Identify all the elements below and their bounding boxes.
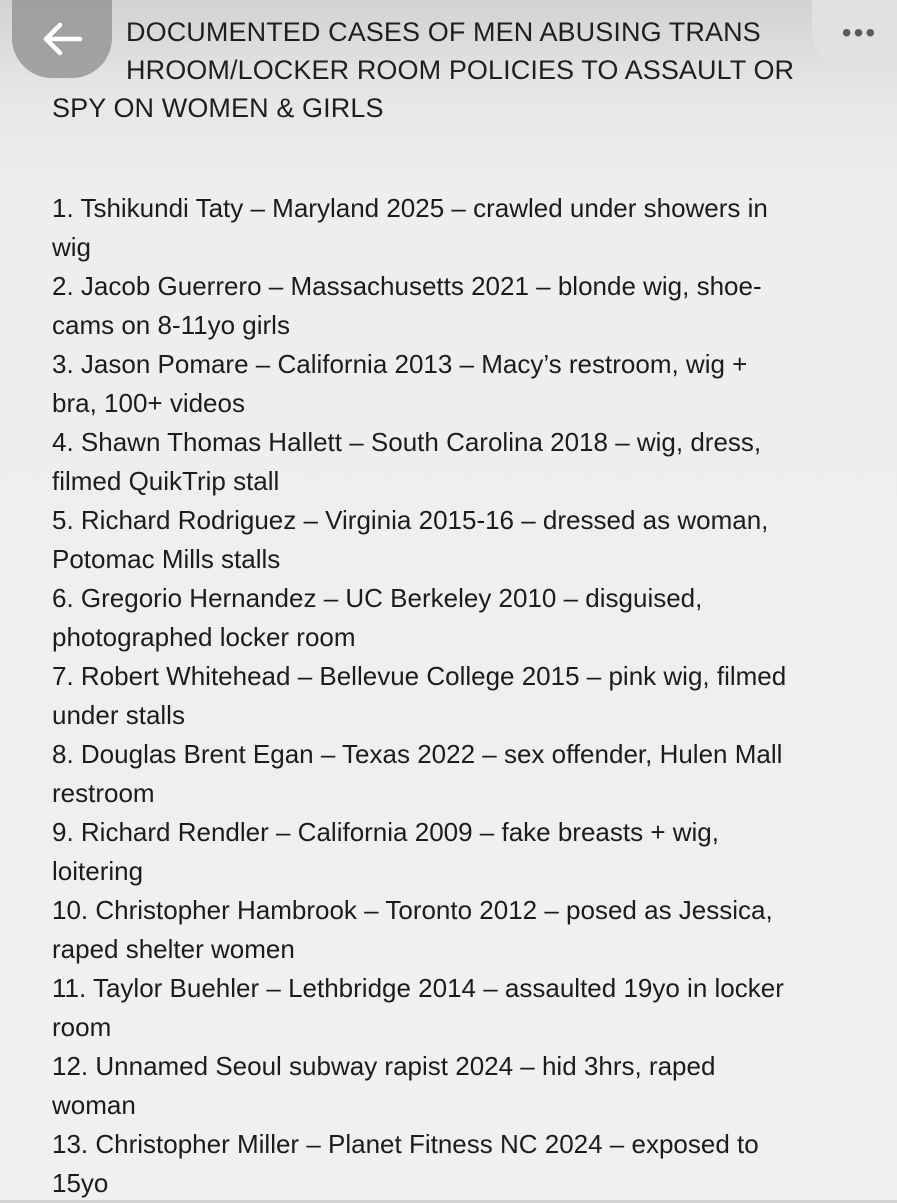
cases-list	[52, 189, 882, 1203]
list-item-8-line-1: 8. Douglas Brent Egan – Texas 2022 – sex offender, Hulen Mall	[52, 739, 783, 769]
document-heading	[52, 13, 812, 127]
list-item-4-line-2: filmed QuikTrip stall	[52, 466, 280, 496]
list-item-6-line-2: photographed locker room	[52, 622, 356, 652]
list-item-11-line-2: room	[52, 1012, 112, 1042]
heading-line-2: HROOM/LOCKER ROOM POLICIES TO ASSAULT OR	[126, 55, 795, 85]
heading-line-1: DOCUMENTED CASES OF MEN ABUSING TRANS	[126, 17, 761, 47]
list-item-3-line-1: 3. Jason Pomare – California 2013 – Macy’s restroom, wig +	[52, 349, 748, 379]
list-item-9-line-2: loitering	[52, 856, 144, 886]
list-item-2-line-2: cams on 8-11yo girls	[52, 310, 290, 340]
list-item-12-line-1: 12. Unnamed Seoul subway rapist 2024 – hid 3hrs, raped	[52, 1051, 716, 1081]
list-item-1-line-2: wig	[52, 232, 92, 262]
list-item-6-line-1: 6. Gregorio Hernandez – UC Berkeley 2010 – disguised,	[52, 583, 703, 613]
list-item-13-line-1: 13. Christopher Miller – Planet Fitness NC 2024 – exposed to	[52, 1129, 759, 1159]
list-item-4-line-1: 4. Shawn Thomas Hallett – South Carolina 2018 – wig, dress,	[52, 427, 762, 457]
list-item-12-line-2: woman	[52, 1090, 136, 1120]
list-item-2-line-1: 2. Jacob Guerrero – Massachusetts 2021 – blonde wig, shoe-	[52, 271, 762, 301]
list-item-5-line-1: 5. Richard Rodriguez – Virginia 2015-16 – dressed as woman,	[52, 505, 769, 535]
list-item-13-line-2: 15yo	[52, 1168, 109, 1198]
list-item-9-line-1: 9. Richard Rendler – California 2009 – fake breasts + wig,	[52, 817, 719, 847]
list-item-10-line-1: 10. Christopher Hambrook – Toronto 2012 – posed as Jessica,	[52, 895, 773, 925]
more-options-button[interactable]	[812, 0, 897, 72]
back-button[interactable]	[12, 0, 112, 78]
list-item-1-line-1: 1. Tshikundi Taty – Maryland 2025 – crawled under showers in	[52, 193, 768, 223]
more-dots-icon: •••	[841, 17, 878, 48]
list-item-10-line-2: raped shelter women	[52, 934, 295, 964]
list-item-7-line-2: under stalls	[52, 700, 185, 730]
list-item-8-line-2: restroom	[52, 778, 155, 808]
list-item-3-line-2: bra, 100+ videos	[52, 388, 245, 418]
list-item-11-line-1: 11. Taylor Buehler – Lethbridge 2014 – assaulted 19yo in locker	[52, 973, 784, 1003]
arrow-left-icon	[40, 21, 84, 57]
list-item-5-line-2: Potomac Mills stalls	[52, 544, 281, 574]
list-item-7-line-1: 7. Robert Whitehead – Bellevue College 2015 – pink wig, filmed	[52, 661, 787, 691]
heading-line-3: SPY ON WOMEN & GIRLS	[52, 93, 384, 123]
